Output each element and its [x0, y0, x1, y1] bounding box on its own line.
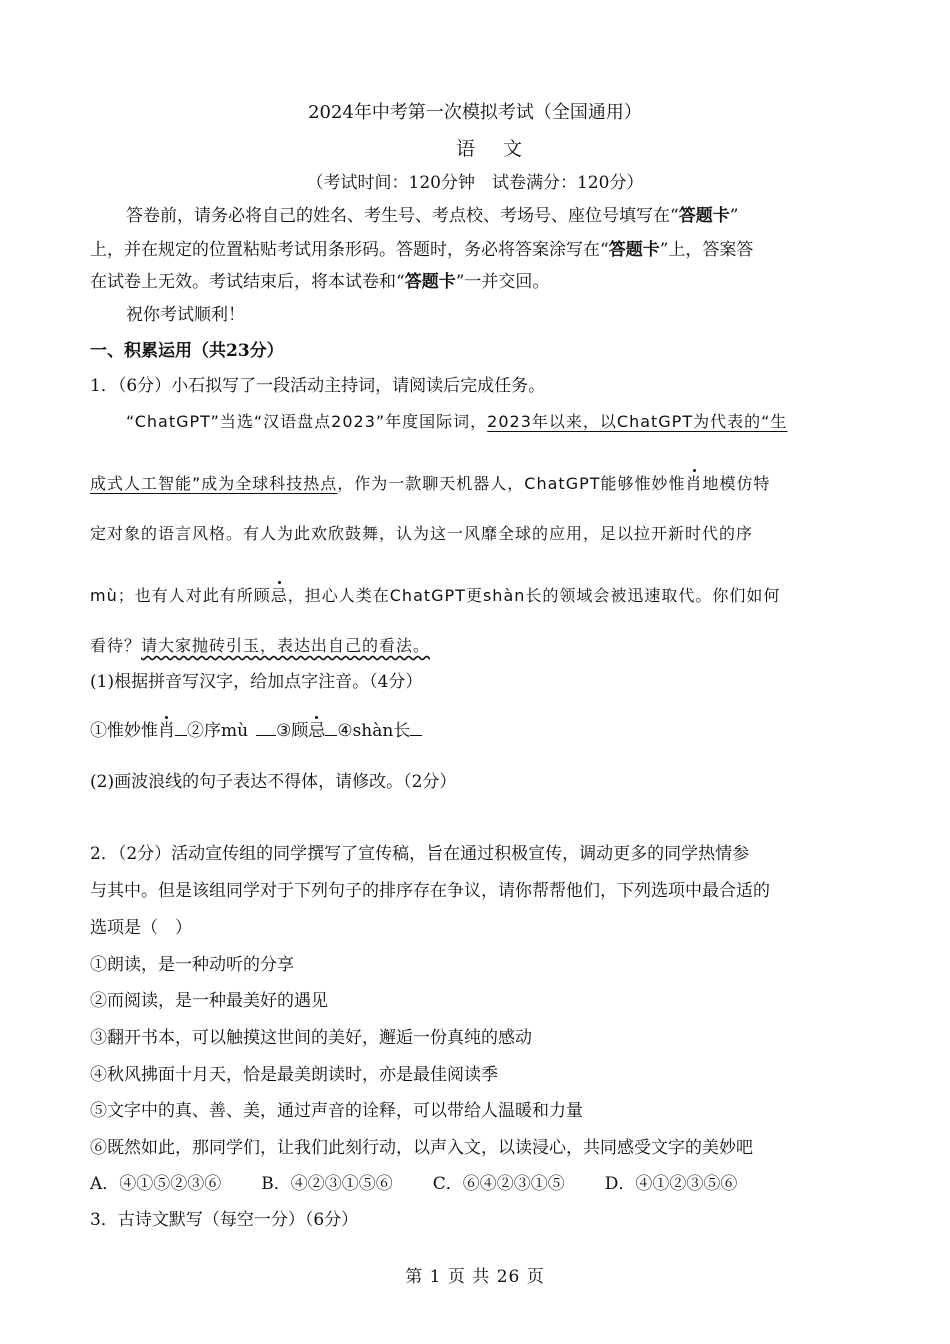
q1-subquestion-2: (2)画波浪线的句子表达不得体，请修改。（2分） [90, 772, 457, 792]
option-c[interactable]: C．⑥④②③①⑤ [432, 1174, 565, 1194]
item-text: ③顾 [276, 721, 309, 741]
q2-sentence: ⑤文字中的真、善、美，通过声音的诠释，可以带给人温暖和力量 [90, 1101, 583, 1121]
q1-passage-line-4 [90, 584, 860, 608]
q1-passage-line-3: 定对象的语言风格。有人为此欢欣鼓舞，认为这一风靡全球的应用，足以拉开新时代的序 [90, 524, 754, 543]
exam-title: 2024年中考第一次模拟考试（全国通用） [308, 102, 642, 123]
underlined-sentence: 成式人工智能”成为全球科技热点 [90, 474, 338, 493]
q1-passage-line-5 [90, 634, 860, 658]
q2-sentence: ②而阅读，是一种最美好的遇见 [90, 991, 328, 1011]
dotted-character: 肖 [686, 472, 703, 496]
q2-sentence: ①朗读，是一种动听的分享 [90, 955, 294, 975]
answer-card-label: 答题卡 [678, 206, 730, 226]
passage-text: 地模仿特 [702, 474, 771, 493]
subject-heading: 语文 [455, 138, 550, 160]
instructions-line-1 [90, 204, 860, 228]
passage-text: mù；也有人对此有所顾 [90, 586, 271, 605]
q2-stem-line-2: 与其中。但是该组同学对于下列句子的排序存在争议，请你帮帮他们，下列选项中最合适的 [90, 881, 770, 901]
answer-card-label: 答题卡 [404, 272, 456, 292]
item-text: ②序mù [187, 721, 249, 741]
q3-stem: 3．古诗文默写（每空一分）（6分） [90, 1210, 359, 1230]
instructions-text: ”上，答案答 [659, 240, 754, 260]
instructions-text: 上，并在规定的位置粘贴考试用条形码。答题时，务必将答案涂写在“ [90, 240, 609, 260]
answer-blank[interactable] [175, 721, 187, 736]
q2-stem-line-3: 选项是（ ） [90, 918, 192, 938]
q2-sentence: ④秋风拂面十月天，恰是最美朗读时，亦是最佳阅读季 [90, 1065, 498, 1085]
q1-passage-line-2 [90, 472, 860, 496]
passage-text: ，作为一款聊天机器人，ChatGPT能够惟妙惟 [337, 474, 686, 493]
answer-card-label: 答题卡 [608, 240, 660, 260]
passage-text: 看待？ [90, 636, 142, 655]
q2-options [90, 1172, 860, 1196]
instructions-line-3 [90, 270, 860, 294]
section-1-title: 一、积累运用（共23分） [90, 341, 284, 361]
answer-blank[interactable] [410, 721, 422, 736]
page-footer: 第 1 页 共 26 页 [405, 1267, 545, 1287]
instructions-text: 在试卷上无效。考试结束后，将本试卷和“ [90, 272, 405, 292]
q1-subquestion-1: (1)根据拼音写汉字，给加点字注音。（4分） [90, 672, 423, 692]
dotted-character: 忌 [271, 584, 288, 608]
q1-fill-items [90, 719, 860, 743]
answer-blank[interactable] [325, 721, 337, 736]
q2-sentence: ⑥既然如此，那同学们，让我们此刻行动，以声入文，以读浸心，共同感受文字的美妙吧 [90, 1138, 753, 1158]
q1-stem: 1．（6分）小石拟写了一段活动主持词，请阅读后完成任务。 [90, 376, 546, 396]
instructions-text: ”一并交回。 [455, 272, 550, 292]
instructions-text: ” [729, 206, 739, 226]
instructions-text: 答卷前，请务必将自己的姓名、考生号、考点校、考场号、座位号填写在“ [126, 206, 679, 226]
q2-sentence: ③翻开书本，可以触摸这世间的美好，邂逅一份真纯的感动 [90, 1028, 532, 1048]
passage-text: “ChatGPT”当选“汉语盘点2023”年度国际词， [126, 412, 488, 431]
dotted-character: 忌 [308, 721, 326, 741]
option-d[interactable]: D．④①②③⑤⑥ [604, 1174, 738, 1194]
item-text: ④shàn长 [337, 721, 411, 741]
q2-stem-line-1: 2．（2分）活动宣传组的同学撰写了宣传稿，旨在通过积极宣传，调动更多的同学热情参 [90, 844, 750, 864]
passage-text: ，担心人类在ChatGPT更shàn长的领域会被迅速取代。你们如何 [287, 586, 781, 605]
good-luck-wish: 祝你考试顺利！ [126, 305, 245, 325]
dotted-character: 肖 [158, 721, 175, 741]
instructions-line-2 [90, 238, 860, 262]
underlined-sentence: 2023年以来，以ChatGPT为代表的“生 [487, 412, 788, 431]
item-text: ①惟妙惟 [90, 721, 158, 741]
option-b[interactable]: B．④②③①⑤⑥ [261, 1174, 393, 1194]
wavy-underlined-sentence: 请大家抛砖引玉，表达出自己的看法。 [141, 636, 431, 655]
option-a[interactable]: A．④①⑤②③⑥ [90, 1174, 222, 1194]
exam-info: （考试时间：120分钟 试卷满分：120分） [306, 173, 644, 193]
q1-passage-line-1 [90, 410, 860, 434]
answer-blank[interactable] [256, 721, 276, 736]
